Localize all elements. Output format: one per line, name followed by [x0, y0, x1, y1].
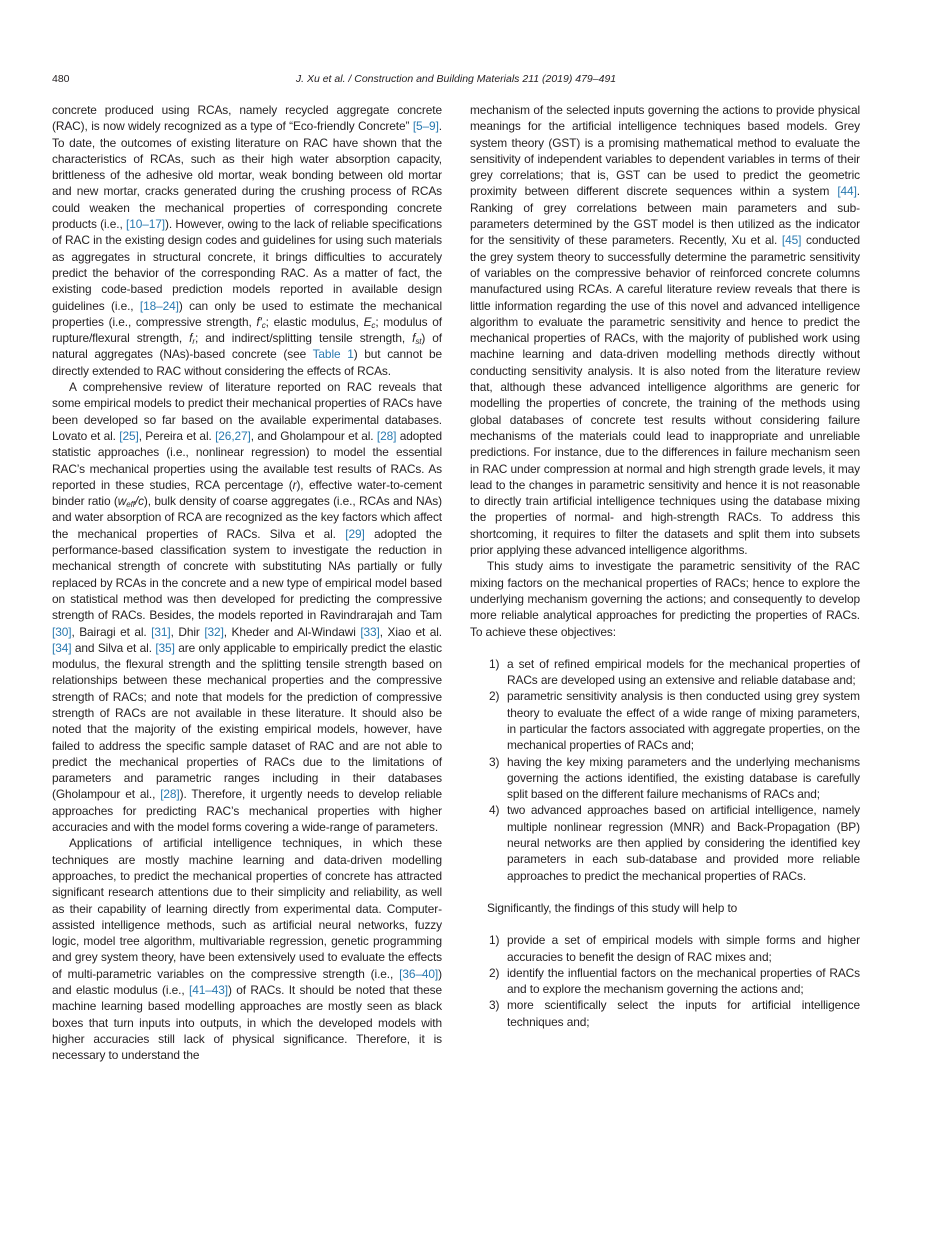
- list-text: provide a set of empirical models with simple forms and higher accuracies to benefit the design of RAC mixes and;: [507, 933, 860, 964]
- list-number: 2): [489, 689, 500, 704]
- list-item: [489, 932, 860, 965]
- list-number: 1): [489, 656, 500, 671]
- citation-link[interactable]: [45]: [781, 233, 802, 248]
- text-run: . To date, the outcomes of existing literature on RAC have shown that the characteristics of RCAs, such as their high water absorption capacity, brittleness of the adhesive old mortar, weak bonding between old mortar and new mortar, cracks generated during the crushing process of RCAs could weaken the mechanical properties of corresponding concrete products (i.e.,: [52, 119, 442, 232]
- math-symbol-base: /c: [134, 494, 144, 509]
- list-text: identify the influential factors on the mechanical properties of RACs and to explore the mechanism governing the actions and;: [507, 965, 860, 997]
- paragraph: [52, 835, 442, 1063]
- text-run: ) of natural aggregates (NAs)-based concrete (see: [52, 331, 442, 362]
- math-symbol-base: f′: [256, 314, 262, 329]
- text-run: are only applicable to empirically predict the elastic modulus, the flexural strength and the splitting tensile strength based on relationships between these mechanical properties and the compressive strength of RACs; and note that models for the prediction of compressive strength of RACs are not available in these literature. It should also be noted that the majority of the existing empirical models, however, have failed to address the specific sample dataset of RAC and are not able to predict the mechanical properties of RACs due to the limitations of parameters and parametric ranges including in their databases (Gholampour et al.,: [52, 640, 442, 802]
- list-number: 2): [489, 965, 500, 980]
- math-subscript: eff: [126, 500, 135, 510]
- list-text: more scientifically select the inputs for artificial intelligence techniques and;: [507, 998, 860, 1029]
- math-symbol-base: f: [412, 331, 416, 346]
- math-symbol-base: f: [189, 331, 193, 346]
- text-run: adopted statistic approaches (i.e., nonlinear regression) to model the essential RAC’s mechanical properties using the available test results of RACs. As reported in these studies, RCA percentage (: [52, 428, 443, 492]
- paragraph: [470, 558, 860, 639]
- list-item: [489, 997, 860, 1030]
- text-run: ), effective water-to-cement binder ratio (: [52, 477, 442, 509]
- text-run: A comprehensive review of literature reported on RAC reveals that some empirical models to predict their mechanical properties of RACs have been developed so far based on the available experimental databases. Lovato et al.: [52, 380, 442, 443]
- citation-link[interactable]: [18–24]: [139, 298, 179, 313]
- left-column: [52, 102, 442, 1064]
- citation-link[interactable]: [35]: [155, 640, 175, 655]
- list-text: two advanced approaches based on artificial intelligence, namely multiple nonlinear regression (MNR) and Back-Propagation (BP) neural networks are then applied by considering the identified key parameters in each sub-database and provided more reliable approaches to predict the mechanical properties of RACs.: [507, 803, 860, 883]
- citation-link[interactable]: [31]: [151, 624, 171, 639]
- citation-link[interactable]: [34]: [52, 640, 72, 655]
- citation-link[interactable]: [26,27]: [215, 428, 251, 443]
- text-run: ; modulus of rupture/flexural strength,: [52, 314, 442, 346]
- text-run: ; elastic modulus,: [265, 314, 364, 329]
- math-subscript: c: [371, 320, 376, 330]
- text-run: ) of RACs. It should be noted that these machine learning based modelling approaches are mostly seen as black boxes that turn inputs into outputs, in which the developed models with higher accuracies still lack of physical significance. Therefore, it is necessary to understand the: [52, 983, 442, 1063]
- citation-link[interactable]: [44]: [837, 184, 857, 199]
- citation-link[interactable]: [28]: [160, 787, 180, 802]
- list-item: [489, 754, 860, 803]
- text-run: , Dhir: [170, 624, 205, 639]
- objectives-list: [470, 656, 860, 884]
- citation-link[interactable]: [5–9]: [412, 119, 439, 134]
- citation-link[interactable]: [32]: [204, 624, 224, 639]
- text-run: adopted the performance-based classification system to investigate the reduction in mechanical strength of concrete with substituting NAs partially or fully replaced by RCAs in the concrete and a new type of empirical model based on statistical method was then developed for predicting the compressive strength of RACs. Besides, the models reported in Ravindrarajah and Tam: [52, 526, 442, 623]
- text-run: concrete produced using RCAs, namely recycled aggregate concrete (RAC), is now widely recognized as a type of “Eco-friendly Concrete”: [52, 103, 442, 134]
- citation-link[interactable]: [41–43]: [189, 983, 228, 998]
- text-run: . Ranking of grey correlations between main parameters and sub-parameters determined by the GST model is then utilized as the indicator for the sensitivity of these parameters. Recently, Xu et al.: [470, 184, 860, 248]
- citation-link[interactable]: [29]: [345, 526, 365, 541]
- paragraph: [52, 102, 442, 379]
- list-item: [489, 802, 860, 883]
- math-subscript: r: [192, 337, 195, 347]
- text-run: ). Therefore, it urgently needs to develop reliable approaches for predicting RAC’s mechanical properties with higher accuracies and with the model forms covering a wide-range of parameters.: [52, 787, 442, 835]
- citation-link[interactable]: [33]: [360, 624, 380, 639]
- math-symbol-base: r: [292, 477, 297, 492]
- text-run: and Silva et al.: [71, 640, 156, 655]
- journal-citation: J. Xu et al. / Construction and Building Materials 211 (2019) 479–491: [295, 73, 617, 85]
- list-item: [489, 965, 860, 998]
- text-run: Applications of artificial intelligence techniques, in which these techniques are mostly machine learning and data-driven modelling approaches, to predict the mechanical properties of concrete has attracted significant research attentions due to their simplicity and reliability, as well as their capability of learning directly from experimental data. Computer-assisted intelligence methods, such as artificial neural networks, fuzzy logic, model tree algorithm, multivariable regression, genetic programming and grey system theory, have been extensively used to evaluate the effects of multi-parametric variables on the compressive strength (i.e.,: [52, 836, 442, 981]
- list-text: a set of refined empirical models for the mechanical properties of RACs are developed using an extensive and reliable database and;: [507, 656, 860, 688]
- text-run: , Pereira et al.: [138, 428, 216, 443]
- text-run: ), bulk density of coarse aggregates (i.e., RCAs and NAs) and water absorption of RCA are recognized as the key factors which affect the mechanical properties of RACs. Silva et al.: [52, 494, 443, 541]
- paragraph: [470, 102, 860, 558]
- list-number: 3): [489, 998, 500, 1013]
- findings-list: [470, 932, 860, 1030]
- paragraph: [52, 379, 442, 835]
- significance-intro: Significantly, the findings of this study will help to: [487, 900, 738, 915]
- math-symbol: [118, 494, 135, 508]
- math-symbol-base: w: [117, 494, 127, 509]
- citation-link[interactable]: [36–40]: [399, 966, 439, 981]
- list-number: 3): [489, 754, 500, 769]
- right-column: [470, 102, 860, 1046]
- text-run: ). However, owing to the lack of reliable specifications of RAC in the existing design codes and guidelines for using such materials as aggregates in structural concrete, it brings difficulties to accurately predict the behavior of the corresponding RAC. As a matter of fact, the existing code-based prediction models reported in available design guidelines (i.e.,: [52, 217, 442, 313]
- text-run: ) and elastic modulus (i.e.,: [52, 966, 442, 998]
- list-text: having the key mixing parameters and the underlying mechanisms governing the actions identified, the existing database is carefully split based on the different failure mechanisms of RACs and;: [507, 754, 860, 802]
- page-number: 480: [52, 73, 70, 85]
- math-symbol: [256, 315, 265, 329]
- math-subscript: c: [261, 320, 266, 330]
- text-run: , Xiao et al.: [379, 624, 443, 639]
- text-run: ) but cannot be directly extended to RAC without considering the effects of RCAs.: [52, 347, 443, 378]
- math-subscript: st: [415, 337, 422, 347]
- math-symbol: [364, 315, 376, 329]
- citation-link[interactable]: [30]: [52, 624, 72, 639]
- list-number: 4): [489, 803, 500, 818]
- list-item: [489, 656, 860, 689]
- text-run: conducted the grey system theory to successfully determine the parametric sensitivity of variables on the compressive behavior of reinforced concrete columns manufactured using RCAs. A careful literature review reveals that there is little information regarding the use of this novel and advanced intelligence algorithm to evaluate the parametric sensitivity and hence to predict the mechanical properties of RACs, with the majority of published work using machine learning and data-driven modelling methods directly without conducting sensitivity analysis. It is also noted from the literature review that, although these advanced intelligence algorithms are generic for modelling the properties of concrete, the training of the methods using global databases of concrete test results without considering failure mechanisms of the materials could lead to inappropriate and unreliable predictions. For instance, due to the differences in failure mechanism seen in RAC under compression at normal and high strength grade levels, it may lead to the changes in parametric sensitivity and hence it is not reasonable to directly train artificial intelligence techniques using the database mixing the properties of normal- and high-strength RACs. To address this shortcoming, it requires to filter the datasets and split them into subsets prior applying these advanced intelligence algorithms.: [470, 233, 860, 558]
- citation-link[interactable]: [10–17]: [126, 217, 165, 232]
- citation-link[interactable]: [25]: [119, 428, 139, 443]
- text-run: , and Gholampour et al.: [250, 428, 377, 443]
- running-header: [52, 73, 860, 89]
- text-run: , Bairagi et al.: [71, 624, 152, 639]
- math-symbol-base: E: [363, 314, 372, 329]
- citation-link[interactable]: [28]: [376, 428, 397, 443]
- citation-link[interactable]: Table 1: [312, 347, 354, 362]
- text-run: ) can only be used to estimate the mechanical properties (i.e., compressive strength,: [52, 298, 442, 329]
- list-number: 1): [489, 933, 500, 948]
- text-run: , Kheder and Al-Windawi: [223, 624, 361, 639]
- text-run: mechanism of the selected inputs governing the actions to provide physical meanings for the artificial intelligence techniques based models. Grey system theory (GST) is a promising mathematical method to evaluate the sensitivity of independent variables to dependent variables in terms of their grey correlations; that is, GST can be used to predict the geometric proximity between different discrete sequences within a system: [470, 103, 860, 199]
- text-run: This study aims to investigate the parametric sensitivity of the RAC mixing factors on the mechanical properties of RACs; hence to explore the underlying mechanism governing the actions; and consequently to develop more reliable analytical approaches for predicting the properties of RACs. To achieve these objectives:: [470, 559, 860, 639]
- list-text: parametric sensitivity analysis is then conducted using grey system theory to evaluate the effect of a wide range of mixing parameters, in particular the factors associated with aggregate properties, on the mechanical properties of RACs and;: [507, 689, 860, 753]
- math-symbol: [135, 494, 144, 508]
- right-paragraphs: [470, 102, 860, 640]
- text-run: ; and indirect/splitting tensile strength,: [194, 331, 413, 346]
- math-symbol: [412, 331, 421, 345]
- list-item: [489, 688, 860, 753]
